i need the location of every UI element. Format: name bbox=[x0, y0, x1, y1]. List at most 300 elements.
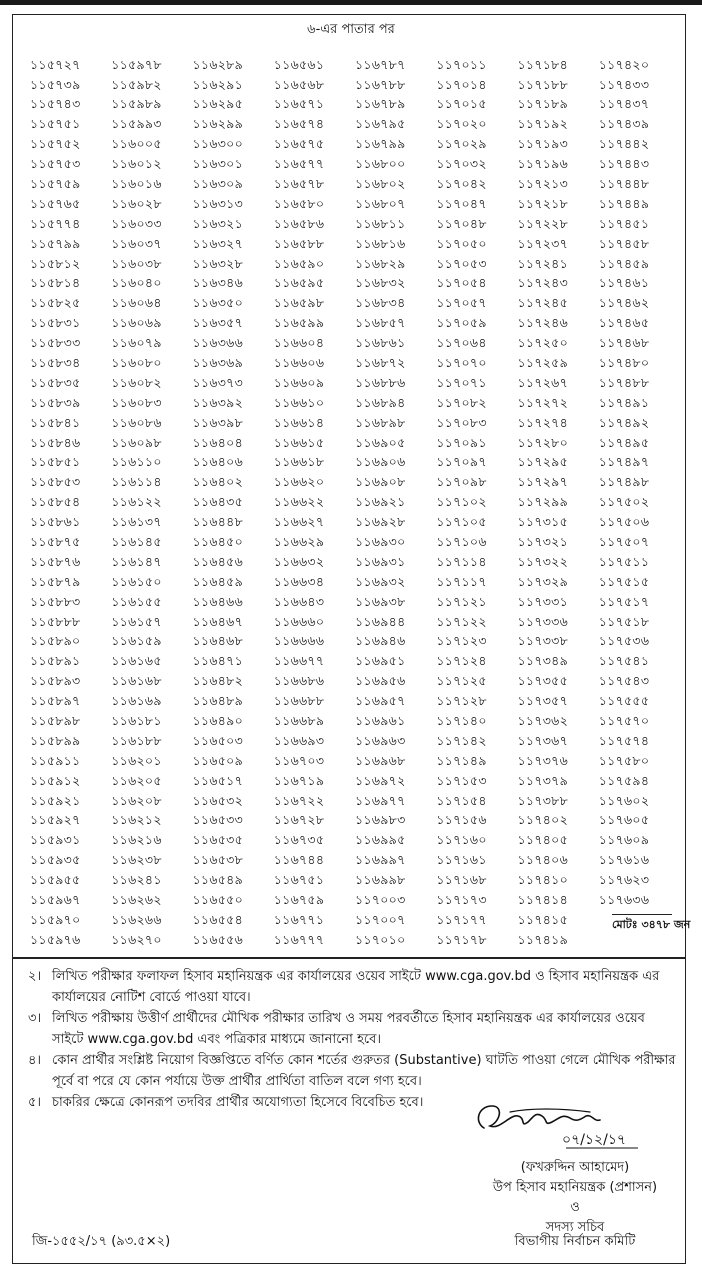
roll-number: ১১৬৬২৭ bbox=[273, 514, 325, 530]
roll-number: ১১৬১১৪ bbox=[111, 474, 162, 490]
roll-number: ১১৬৮৩২ bbox=[355, 275, 406, 291]
roll-number: ১১৭৩৩৬ bbox=[517, 613, 569, 629]
roll-number: ১১৬৩৯২ bbox=[192, 394, 244, 410]
roll-number: ১১৬৫৭৪ bbox=[273, 116, 325, 132]
roll-number: ১১৭০৫০ bbox=[436, 235, 487, 251]
roll-number: ১১৬৫৬৮ bbox=[273, 76, 325, 92]
roll-number: ১১৭০৫৭ bbox=[436, 295, 487, 311]
roll-number: ১১৭১৫৩ bbox=[436, 772, 487, 788]
roll-number: ১১৭৪৪২ bbox=[598, 136, 650, 152]
roll-number: ১১৬১৫০ bbox=[111, 573, 162, 589]
roll-number: ১১৫৮৯১ bbox=[30, 653, 81, 669]
roll-number: ১১৬২১৬ bbox=[111, 832, 162, 848]
roll-number: ১১৭৪০৬ bbox=[517, 852, 569, 868]
roll-number: ১১৬৯০৮ bbox=[355, 474, 406, 490]
roll-number: ১১৭৬০২ bbox=[598, 792, 650, 808]
roll-number: ১১৭৫৪১ bbox=[598, 653, 650, 669]
roll-number: ১১৭২৫০ bbox=[517, 335, 569, 351]
roll-number: ১১৬৬৮৬ bbox=[273, 673, 325, 689]
roll-number: ১১৫৮৮৩ bbox=[30, 593, 81, 609]
roll-number: ১১৭৪৯৫ bbox=[598, 434, 650, 450]
roll-number: ১১৭০৪২ bbox=[436, 176, 487, 192]
roll-number: ১১৭০৯৭ bbox=[436, 454, 487, 470]
roll-number: ১১৭৫১৮ bbox=[598, 613, 650, 629]
roll-number: ১১৬১৬৮ bbox=[111, 673, 162, 689]
roll-number: ১১৬৫৮০ bbox=[273, 195, 325, 211]
roll-number: ১১৬৬৬০ bbox=[273, 613, 325, 629]
roll-number: ১১৭১৪৯ bbox=[436, 752, 487, 768]
roll-number: ১১৫৯১২ bbox=[30, 772, 81, 788]
roll-number: ১১৬২৭০ bbox=[111, 931, 162, 947]
roll-number: ১১৭১২২ bbox=[436, 613, 487, 629]
roll-number-grid bbox=[30, 55, 680, 950]
roll-number: ১১৬৮৫৭ bbox=[355, 315, 406, 331]
roll-number: ১১৫৯৯৩ bbox=[111, 116, 162, 132]
roll-number: ১১৬১৩৭ bbox=[111, 514, 162, 530]
roll-number: ১১৭০০৭ bbox=[355, 911, 406, 927]
roll-number: ১১৬২৯৫ bbox=[192, 96, 243, 112]
roll-number: ১১৬১৬৫ bbox=[111, 653, 162, 669]
roll-number: ১১৬৯০৫ bbox=[355, 434, 406, 450]
roll-number: ১১৭৫১৭ bbox=[598, 593, 650, 609]
roll-number: ১১৭০৫৯ bbox=[436, 315, 487, 331]
roll-number: ১১৭০৫৪ bbox=[436, 275, 487, 291]
roll-number: ১১৬২৬২ bbox=[111, 892, 162, 908]
roll-number: ১১৬৮৬১ bbox=[355, 335, 406, 351]
roll-number: ১১৬১৫৭ bbox=[111, 613, 162, 629]
roll-number: ১১৭০১০ bbox=[355, 931, 406, 947]
roll-number: ১১৭২১৮ bbox=[517, 195, 568, 211]
roll-number: ১১৬২৯১ bbox=[192, 76, 243, 92]
roll-number: ১১৭১২৫ bbox=[436, 673, 487, 689]
roll-number: ১১৬৯৭২ bbox=[355, 772, 406, 788]
roll-number: ১১৭২৮০ bbox=[517, 434, 569, 450]
roll-number: ১১৬৭৪৪ bbox=[273, 852, 325, 868]
roll-number: ১১৬৭৮৮ bbox=[355, 76, 406, 92]
roll-number: ১১৬৬৮৯ bbox=[273, 713, 325, 729]
roll-number: ১১৬২০৮ bbox=[111, 792, 162, 808]
roll-number: ১১৭৪৯৮ bbox=[598, 474, 650, 490]
roll-number: ১১৭০৮২ bbox=[436, 394, 487, 410]
roll-number: ১১৬৭০৩ bbox=[273, 752, 325, 768]
roll-number: ১১৫৭৬৫ bbox=[30, 195, 81, 211]
roll-number: ১১৬৩২১ bbox=[192, 215, 244, 231]
roll-number: ১১৬৯৮৩ bbox=[355, 812, 406, 828]
roll-number: ১১৬৫৫৪ bbox=[192, 911, 243, 927]
roll-number: ১১৬৮০০ bbox=[355, 156, 406, 172]
roll-number: ১১৭৩৩১ bbox=[517, 593, 569, 609]
roll-number: ১১৭৪৩৯ bbox=[598, 116, 650, 132]
committee-name: বিভাগীয় নির্বাচন কমিটি bbox=[514, 1234, 636, 1249]
signatory-conjunction: ও bbox=[570, 1200, 580, 1215]
roll-number: ১১৬৩৯৮ bbox=[192, 414, 243, 430]
roll-number: ১১৭৫১৫ bbox=[598, 573, 650, 589]
roll-number: ১১৬৫৫৬ bbox=[192, 931, 243, 947]
roll-number: ১১৭৪০৫ bbox=[517, 832, 568, 848]
roll-number: ১১৭০৪৭ bbox=[436, 195, 487, 211]
section-divider bbox=[12, 957, 686, 959]
roll-number: ১১৬৭৮৭ bbox=[355, 56, 406, 72]
roll-number: ১১৫৯৩৫ bbox=[30, 852, 81, 868]
roll-number: ১১৫৭২৭ bbox=[30, 56, 81, 72]
handwritten-signature bbox=[470, 1092, 660, 1150]
total-rule bbox=[612, 914, 672, 915]
roll-number: ১১৭৪৪৯ bbox=[598, 195, 650, 211]
roll-number: ১১৭১১৭ bbox=[436, 573, 487, 589]
roll-number: ১১৬৬৯৩ bbox=[273, 732, 325, 748]
note-text: কোন প্রার্থীর সংশ্লিষ্ট নিয়োগ বিজ্ঞপ্তিতে বর্ণিত কোন শর্তের গুরুতর (Substantive) ঘাটতি পাওয়া গেলে মৌখিক পরীক্ষার পূর্বে বা পরে যে কোন পর্যায়ে উক্ত প্রার্থীর প্রার্থিতা বাতিল বলে গণ্য হবে। bbox=[52, 1053, 676, 1089]
roll-number: ১১৫৭৯৯ bbox=[30, 235, 81, 251]
roll-number: ১১৬৬০৪ bbox=[273, 335, 325, 351]
roll-number: ১১৭০৫৩ bbox=[436, 255, 487, 271]
roll-number: ১১৬৫৭৫ bbox=[273, 136, 325, 152]
roll-number: ১১৫৯৭০ bbox=[30, 911, 81, 927]
roll-number: ১১৫৮৮৮ bbox=[30, 613, 81, 629]
roll-number: ১১৬০৯৮ bbox=[111, 434, 162, 450]
note-text: লিখিত পরীক্ষায় উত্তীর্ণ প্রার্থীদের মৌখিক পরীক্ষার তারিখ ও সময় পরবর্তীতে হিসাব মহানিয়ন্ত্রক এর কার্যালয়ের ওয়েব সাইটে www.cga.gov.bd এবং পত্রিকার মাধ্যমে জানানো হবে। bbox=[52, 1011, 645, 1047]
roll-number: ১১৬৫০৩ bbox=[192, 732, 244, 748]
roll-number: ১১৬১৪৭ bbox=[111, 553, 162, 569]
roll-number: ১১৭১২১ bbox=[436, 593, 487, 609]
roll-number: ১১৭৪৬৮ bbox=[598, 335, 650, 351]
roll-number: ১১৭২৩৭ bbox=[517, 235, 569, 251]
roll-number: ১১৬৫৭৮ bbox=[273, 176, 325, 192]
roll-number: ১১৬১২২ bbox=[111, 494, 162, 510]
roll-number: ১১৭১৯৬ bbox=[517, 156, 568, 172]
roll-number: ১১৭১১৪ bbox=[436, 553, 487, 569]
roll-number: ১১৭৩৭৯ bbox=[517, 772, 569, 788]
roll-number: ১১৫৯৮২ bbox=[111, 76, 162, 92]
roll-number: ১১৫৭৪৩ bbox=[30, 96, 81, 112]
note-number: ৩। bbox=[28, 1011, 42, 1026]
roll-number: ১১৬৩২৮ bbox=[192, 255, 244, 271]
roll-number: ১১৫৯৬৭ bbox=[30, 892, 81, 908]
roll-number: ১১৬৬৩৪ bbox=[273, 573, 325, 589]
roll-number: ১১৫৮৭৬ bbox=[30, 553, 81, 569]
roll-number: ১১৭১৪২ bbox=[436, 732, 487, 748]
roll-number: ১১৬৫৯৯ bbox=[273, 315, 325, 331]
signatory-designation: উপ হিসাব মহানিয়ন্ত্রক (প্রশাসন) bbox=[492, 1180, 658, 1195]
roll-number: ১১৭০৭০ bbox=[436, 355, 487, 371]
roll-number: ১১৭২৪১ bbox=[517, 255, 568, 271]
roll-number: ১১৬৯২১ bbox=[355, 494, 406, 510]
roll-number: ১১৫৯১১ bbox=[30, 752, 81, 768]
roll-number: ১১৭৫৫৫ bbox=[598, 693, 650, 709]
roll-number: ১১৬৪৫০ bbox=[192, 534, 243, 550]
roll-number: ১১৭৩২২ bbox=[517, 553, 569, 569]
roll-number: ১১৬৯৩১ bbox=[355, 553, 406, 569]
roll-number: ১১৭৪৬১ bbox=[598, 275, 650, 291]
roll-number: ১১৬৯৯৭ bbox=[355, 852, 406, 868]
roll-number: ১১৫৮৩৫ bbox=[30, 374, 81, 390]
roll-number: ১১৭৫৭০ bbox=[598, 713, 650, 729]
roll-number: ১১৬৭৩৫ bbox=[273, 832, 325, 848]
roll-number: ১১৬৩৬৯ bbox=[192, 355, 244, 371]
roll-number: ১১৭৪৪৩ bbox=[598, 156, 650, 172]
roll-number: ১১৬৭২৮ bbox=[273, 812, 325, 828]
roll-number: ১১৭৩১৫ bbox=[517, 514, 568, 530]
roll-number: ১১৭১৬৮ bbox=[436, 872, 487, 888]
roll-number: ১১৫৮৩৯ bbox=[30, 394, 81, 410]
roll-number: ১১৬৬০৯ bbox=[273, 374, 325, 390]
roll-number: ১১৫৭৫১ bbox=[30, 116, 81, 132]
roll-number: ১১৬০৩৭ bbox=[111, 235, 162, 251]
roll-number: ১১৭৫১১ bbox=[598, 553, 650, 569]
roll-number: ১১৬৬৬৬ bbox=[273, 633, 325, 649]
roll-number: ১১৭৬১৬ bbox=[598, 852, 650, 868]
roll-number: ১১৬২০১ bbox=[111, 752, 162, 768]
roll-number: ১১৬৫৮৮ bbox=[273, 235, 325, 251]
roll-number: ১১৭০১৪ bbox=[436, 76, 487, 92]
roll-number: ১১৬১৫৫ bbox=[111, 593, 162, 609]
roll-number: ১১৬৫৭৭ bbox=[273, 156, 325, 172]
roll-number: ১১৭৪৯৭ bbox=[598, 454, 650, 470]
roll-number: ১১৬০০৫ bbox=[111, 136, 162, 152]
roll-number: ১১৭৪৯২ bbox=[598, 414, 650, 430]
signature-date: ০৭/১২/১৭ bbox=[562, 1132, 627, 1148]
roll-number: ১১৬১৫৯ bbox=[111, 633, 162, 649]
roll-number: ১১৬৫৬১ bbox=[273, 56, 325, 72]
roll-number: ১১৭৪৫৮ bbox=[598, 235, 650, 251]
roll-number: ১১৫৮৭৫ bbox=[30, 534, 81, 550]
roll-number: ১১৬৩০০ bbox=[192, 136, 244, 152]
roll-number: ১১৬৮৩৪ bbox=[355, 295, 406, 311]
roll-number: ১১৫৮৫৪ bbox=[30, 494, 81, 510]
roll-number: ১১৭৪১৫ bbox=[517, 911, 568, 927]
roll-number: ১১৫৯৫৫ bbox=[30, 872, 81, 888]
roll-number: ১১৬৯৬৮ bbox=[355, 752, 406, 768]
roll-number: ১১৬২৩৮ bbox=[111, 852, 162, 868]
roll-number: ১১৬৯৫৬ bbox=[355, 673, 406, 689]
roll-number: ১১৬৭৫১ bbox=[273, 872, 325, 888]
roll-number: ১১৬৫৯০ bbox=[273, 255, 325, 271]
roll-number: ১১৫৮৭৯ bbox=[30, 573, 81, 589]
roll-number: ১১৭২৫৯ bbox=[517, 355, 568, 371]
note-text: চাকরির ক্ষেত্রে কোনরূপ তদবির প্রার্থীর অযোগ্যতা হিসেবে বিবেচিত হবে। bbox=[52, 1095, 424, 1110]
roll-number: ১১৬৪৭১ bbox=[192, 653, 243, 669]
roll-number: ১১৬৭২২ bbox=[273, 792, 325, 808]
roll-number: ১১৬২৪১ bbox=[111, 872, 162, 888]
roll-number: ১১৭৬০৫ bbox=[598, 812, 650, 828]
roll-number: ১১৭৫৯৪ bbox=[598, 772, 650, 788]
roll-number: ১১৬৬১৮ bbox=[273, 454, 325, 470]
reference-code: জি-১৫৫২/১৭ (৯৩.৫×২) bbox=[32, 1234, 171, 1249]
roll-number: ১১৭০৬৪ bbox=[436, 335, 487, 351]
roll-number: ১১৫৮১৪ bbox=[30, 275, 81, 291]
roll-number: ১১৫৯৮৯ bbox=[111, 96, 162, 112]
roll-number: ১১৬৯৫৭ bbox=[355, 693, 406, 709]
roll-number: ১১৭৩৬৭ bbox=[517, 732, 569, 748]
roll-number: ১১৬২১২ bbox=[111, 812, 162, 828]
roll-number: ১১৭৩৫৭ bbox=[517, 693, 569, 709]
roll-number: ১১৭২৪৫ bbox=[517, 295, 568, 311]
roll-number: ১১৭০৯৮ bbox=[436, 474, 487, 490]
roll-number: ১১৬৪৬৬ bbox=[192, 593, 244, 609]
note-number: ২। bbox=[28, 969, 42, 984]
roll-number: ১১৬০৬৪ bbox=[111, 295, 162, 311]
roll-number: ১১৬৩৬৬ bbox=[192, 335, 244, 351]
roll-number: ১১৬৪৪৮ bbox=[192, 514, 243, 530]
roll-number: ১১৬০১৬ bbox=[111, 176, 162, 192]
roll-number: ১১৫৯৭৮ bbox=[111, 56, 162, 72]
roll-number: ১১৭১৭৭ bbox=[436, 911, 487, 927]
roll-number: ১১৭৪৬৫ bbox=[598, 315, 650, 331]
signatory-block bbox=[480, 1158, 670, 1238]
roll-number: ১১৭৫০৬ bbox=[598, 514, 650, 530]
roll-number: ১১৬৪৬৭ bbox=[192, 613, 244, 629]
roll-number: ১১৭৩২৯ bbox=[517, 573, 569, 589]
roll-number: ১১৭১০৫ bbox=[436, 514, 487, 530]
roll-number: ১১৭২৯৭ bbox=[517, 474, 569, 490]
roll-number: ১১৬৯৩২ bbox=[355, 573, 406, 589]
roll-number: ১১৬৮৯৪ bbox=[355, 394, 406, 410]
roll-number: ১১৭০৩২ bbox=[436, 156, 487, 172]
roll-number: ১১৬৭৫৯ bbox=[273, 892, 325, 908]
roll-number: ১১৭১২৮ bbox=[436, 693, 487, 709]
roll-number: ১১৬৬২২ bbox=[273, 494, 325, 510]
roll-number: ১১৬৫৭১ bbox=[273, 96, 325, 112]
roll-number: ১১৬১৮১ bbox=[111, 713, 162, 729]
roll-number: ১১৬০৪০ bbox=[111, 275, 162, 291]
roll-number: ১১৬৬০৬ bbox=[273, 355, 325, 371]
roll-number: ১১৭৫০৭ bbox=[598, 534, 650, 550]
roll-number: ১১৭৪৯১ bbox=[598, 394, 650, 410]
roll-number: ১১৭১৫৬ bbox=[436, 812, 487, 828]
roll-number: ১১৬৬১৫ bbox=[273, 434, 325, 450]
roll-number: ১১৭০২৯ bbox=[436, 136, 487, 152]
roll-number: ১১৭১৬০ bbox=[436, 832, 487, 848]
roll-number: ১১৬৬৪৩ bbox=[273, 593, 325, 609]
roll-number: ১১৫৭৩৯ bbox=[30, 76, 81, 92]
roll-number: ১১৬০২৮ bbox=[111, 195, 162, 211]
roll-number: ১১৬৫৮৬ bbox=[273, 215, 325, 231]
roll-number: ১১৫৮৯৩ bbox=[30, 673, 81, 689]
roll-number: ১১৭০৭১ bbox=[436, 374, 487, 390]
roll-number: ১১৫৭৫৯ bbox=[30, 176, 81, 192]
roll-number: ১১৭১৯৩ bbox=[517, 136, 568, 152]
roll-number: ১১৭১০২ bbox=[436, 494, 487, 510]
roll-number: ১১৬৮১৬ bbox=[355, 235, 406, 251]
roll-number: ১১৬৭১৯ bbox=[273, 772, 325, 788]
roll-number: ১১৭০২০ bbox=[436, 116, 487, 132]
roll-number: ১১৭৩৭৬ bbox=[517, 752, 569, 768]
roll-number: ১১৭৪১৯ bbox=[517, 931, 568, 947]
roll-number: ১১৭১০৬ bbox=[436, 534, 487, 550]
roll-number: ১১৬৫৯৮ bbox=[273, 295, 325, 311]
roll-number: ১১৭৪০২ bbox=[517, 812, 569, 828]
roll-number: ১১৬৪৬৮ bbox=[192, 633, 243, 649]
roll-number: ১১৬৮০২ bbox=[355, 176, 406, 192]
roll-number: ১১৬৯০৬ bbox=[355, 454, 406, 470]
roll-number: ১১৬৩০৯ bbox=[192, 176, 244, 192]
roll-number: ১১৭৪৪৮ bbox=[598, 176, 650, 192]
signatory-name: (ফখরুদ্দিন আহামেদ) bbox=[520, 1160, 630, 1175]
roll-number: ১১৭১২৩ bbox=[436, 633, 487, 649]
roll-number: ১১৭৩৪৯ bbox=[517, 653, 568, 669]
roll-number: ১১৬৫৫০ bbox=[192, 892, 243, 908]
roll-number: ১১৬৯৫১ bbox=[355, 653, 406, 669]
roll-number: ১১৫৮৫১ bbox=[30, 454, 81, 470]
roll-number: ১১৫৮৩৪ bbox=[30, 355, 81, 371]
roll-number: ১১৭৩২১ bbox=[517, 534, 569, 550]
roll-number: ১১৬৩০১ bbox=[192, 156, 244, 172]
roll-number: ১১৭১৯২ bbox=[517, 116, 568, 132]
roll-number: ১১৬৪৩৫ bbox=[192, 494, 243, 510]
roll-number: ১১৬০৬৯ bbox=[111, 315, 162, 331]
roll-number: ১১৬৯৩০ bbox=[355, 534, 406, 550]
roll-number: ১১৭২৭২ bbox=[517, 394, 569, 410]
roll-number: ১১৬৪৫৯ bbox=[192, 573, 243, 589]
notes-list bbox=[28, 966, 678, 1113]
roll-number: ১১৫৮৯৮ bbox=[30, 713, 81, 729]
roll-number: ১১৭৪১০ bbox=[517, 872, 568, 888]
roll-number: ১১৬১৮৮ bbox=[111, 732, 162, 748]
roll-number: ১১৬০৮২ bbox=[111, 374, 162, 390]
roll-number: ১১৬৮০৭ bbox=[355, 195, 406, 211]
roll-number: ১১৬৮৮৬ bbox=[355, 374, 406, 390]
roll-number: ১১৬৮৭২ bbox=[355, 355, 406, 371]
roll-number: ১১৬০৮৩ bbox=[111, 394, 162, 410]
roll-number: ১১৬৯৪৬ bbox=[355, 633, 406, 649]
roll-number: ১১৭৩৩৮ bbox=[517, 633, 569, 649]
roll-number: ১১৭৩৮৮ bbox=[517, 792, 568, 808]
roll-number: ১১৭২১৩ bbox=[517, 176, 569, 192]
roll-number: ১১৬৫৩৮ bbox=[192, 852, 243, 868]
roll-number: ১১৬৫০৯ bbox=[192, 752, 243, 768]
roll-number: ১১৭৩৫৫ bbox=[517, 673, 568, 689]
roll-number: ১১৬৪৮২ bbox=[192, 673, 243, 689]
roll-number: ১১৭১৮৮ bbox=[517, 76, 568, 92]
roll-number: ১১৫৮৩১ bbox=[30, 315, 81, 331]
roll-number: ১১৫৯২১ bbox=[30, 792, 81, 808]
roll-number: ১১৬৬১৪ bbox=[273, 414, 325, 430]
roll-number: ১১৬৪৫৬ bbox=[192, 553, 243, 569]
roll-number: ১১৫৭৭৪ bbox=[30, 215, 81, 231]
roll-number: ১১৬০৭৯ bbox=[111, 335, 162, 351]
roll-number: ১১৬৩৭৩ bbox=[192, 374, 244, 390]
roll-number: ১১৭০৯১ bbox=[436, 434, 487, 450]
roll-number: ১১৭৫৭৪ bbox=[598, 732, 650, 748]
roll-number: ১১৫৭৫২ bbox=[30, 136, 81, 152]
note-item bbox=[28, 1050, 678, 1092]
roll-number: ১১৬৪০৬ bbox=[192, 454, 244, 470]
roll-number: ১১৬৪০২ bbox=[192, 474, 244, 490]
roll-number: ১১৬৯৪৪ bbox=[355, 613, 406, 629]
note-number: ৪। bbox=[28, 1053, 42, 1068]
roll-number: ১১৬১১০ bbox=[111, 454, 162, 470]
roll-number: ১১৬৫৪৯ bbox=[192, 872, 243, 888]
roll-number: ১১৭১৫৪ bbox=[436, 792, 487, 808]
roll-number: ১১৫৮৯০ bbox=[30, 633, 81, 649]
roll-number: ১১৭১২৪ bbox=[436, 653, 487, 669]
roll-number: ১১৫৮৩৩ bbox=[30, 335, 81, 351]
top-rule bbox=[0, 0, 702, 5]
roll-number: ১১৭২৬৭ bbox=[517, 374, 569, 390]
roll-number: ১১৬৯৭৭ bbox=[355, 792, 406, 808]
roll-number: ১১৬৫৯৫ bbox=[273, 275, 325, 291]
roll-number: ১১৭২৯৯ bbox=[517, 494, 568, 510]
roll-number: ১১৭৪৫৯ bbox=[598, 255, 650, 271]
roll-number: ১১৬১৪৫ bbox=[111, 534, 162, 550]
roll-number: ১১৭৫৪৩ bbox=[598, 673, 650, 689]
roll-number: ১১৭০৪৮ bbox=[436, 215, 487, 231]
roll-number: ১১৭২৯৫ bbox=[517, 454, 568, 470]
roll-number: ১১৬৬৮৮ bbox=[273, 693, 325, 709]
roll-number: ১১৭২২৮ bbox=[517, 215, 569, 231]
roll-number: ১১৬৫৩৩ bbox=[192, 812, 244, 828]
roll-number: ১১৫৮৯৭ bbox=[30, 693, 81, 709]
roll-number: ১১৭৪৩৩ bbox=[598, 76, 650, 92]
